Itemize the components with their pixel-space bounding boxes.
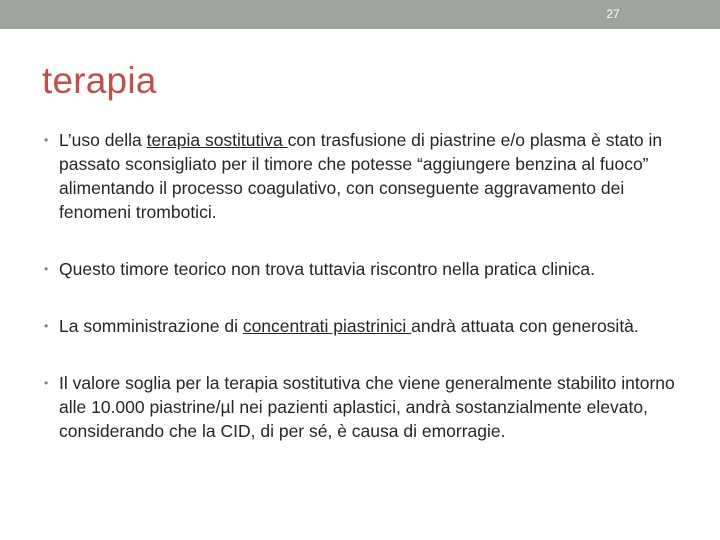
bullet-text: L’uso della	[59, 130, 147, 150]
bullet-text: La somministrazione di	[59, 316, 243, 336]
bullet-text: andrà attuata con generosità.	[411, 316, 639, 336]
slide-title: terapia	[42, 60, 157, 101]
underlined-term: terapia sostitutiva	[146, 130, 288, 150]
header-bar	[0, 0, 720, 29]
bullet-item	[44, 371, 694, 443]
slide-number: 27	[606, 7, 620, 21]
bullet-text: Questo timore teorico non trova tuttavia riscontro nella pratica clinica.	[59, 259, 595, 279]
bullet-text: Il valore soglia per la terapia sostitutiva che viene generalmente stabilito intorno alle 10.000 piastrine/µl nei pazienti aplastici, andrà sostanzialmente elevato, considerando che la CID, di per sé, è causa di emorragie.	[59, 373, 675, 441]
bullet-item	[44, 257, 694, 281]
underlined-term: concentrati piastrinici	[242, 316, 412, 336]
bullet-list	[44, 128, 694, 443]
bullet-text: con trasfusione di piastrine e/o plasma è stato in passato sconsigliato per il timore che potesse “aggiungere benzina al fuoco” alimentando il processo coagulativo, con conseguente aggravamento dei fenomeni trombotici.	[59, 130, 663, 222]
bullet-item	[44, 314, 694, 338]
bullet-item	[44, 128, 694, 224]
